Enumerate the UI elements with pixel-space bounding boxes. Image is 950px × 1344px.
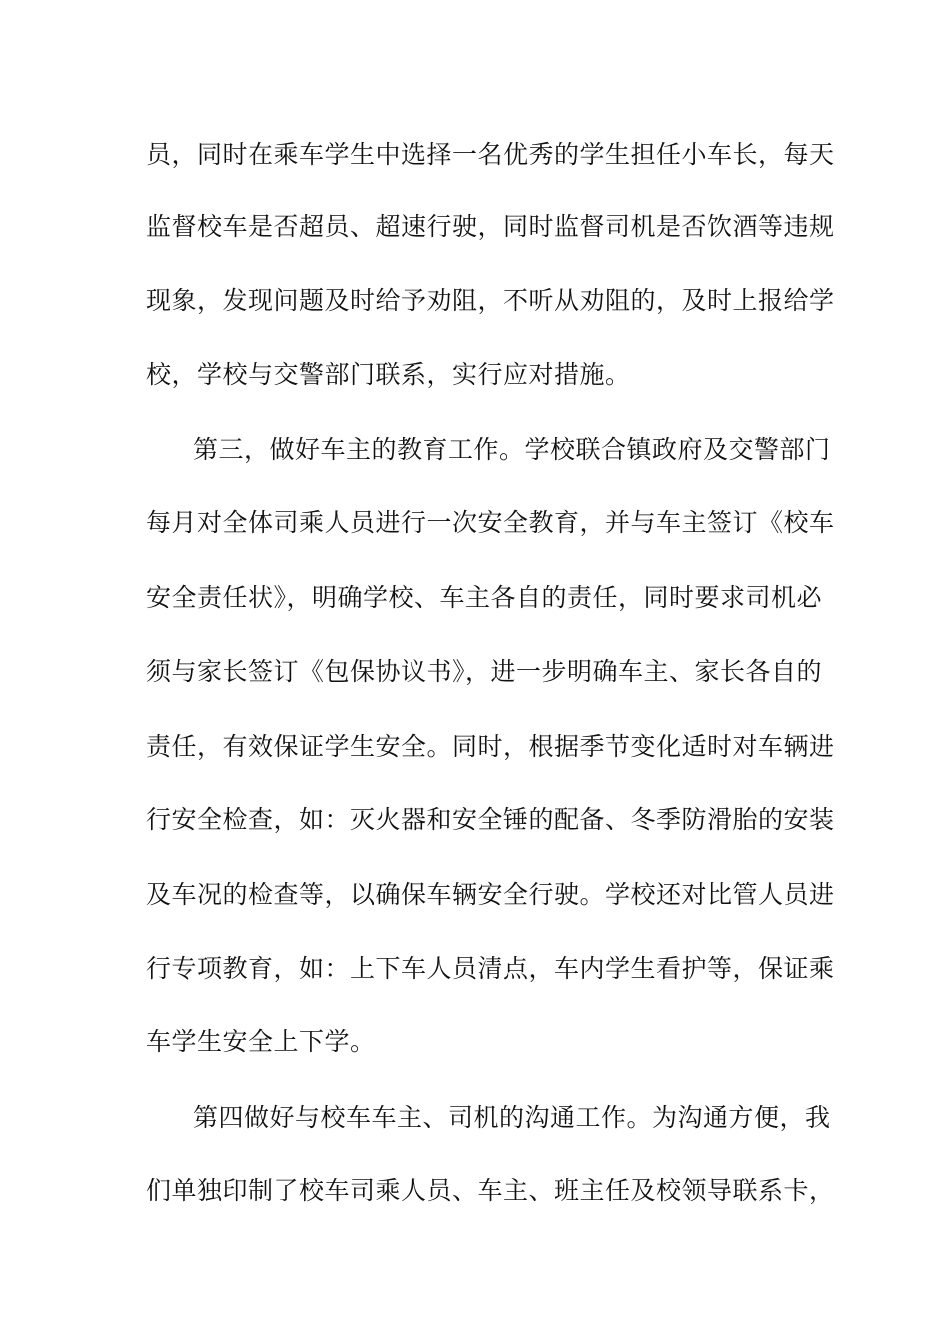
text-line: 现象，发现问题及时给予劝阻，不听从劝阻的，及时上报给学 <box>146 286 835 315</box>
text-line: 员，同时在乘车学生中选择一名优秀的学生担任小车长，每天 <box>146 140 835 169</box>
text-line: 行专项教育，如：上下车人员清点，车内学生看护等，保证乘 <box>146 954 835 983</box>
text-line: 须与家长签订《包保协议书》，进一步明确车主、家长各自的 <box>146 657 823 686</box>
text-line: 们单独印制了校车司乘人员、车主、班主任及校领导联系卡， <box>146 1176 835 1205</box>
paragraph-start-line: 第三，做好车主的教育工作。学校联合镇政府及交警部门 <box>193 435 831 464</box>
text-line: 安全责任状》，明确学校、车主各自的责任，同时要求司机必 <box>146 583 823 612</box>
text-line: 行安全检查，如：灭火器和安全锤的配备、冬季防滑胎的安装 <box>146 805 835 834</box>
text-line: 及车况的检查等，以确保车辆安全行驶。学校还对比管人员进 <box>146 880 835 909</box>
text-line: 校，学校与交警部门联系，实行应对措施。 <box>146 360 631 389</box>
text-line: 监督校车是否超员、超速行驶，同时监督司机是否饮酒等违规 <box>146 212 835 241</box>
text-line: 每月对全体司乘人员进行一次安全教育，并与车主签订《校车 <box>146 508 835 537</box>
text-line: 责任，有效保证学生安全。同时，根据季节变化适时对车辆进 <box>146 732 835 761</box>
paragraph-start-line: 第四做好与校车车主、司机的沟通工作。为沟通方便，我 <box>193 1103 831 1132</box>
text-line: 车学生安全上下学。 <box>146 1027 376 1056</box>
